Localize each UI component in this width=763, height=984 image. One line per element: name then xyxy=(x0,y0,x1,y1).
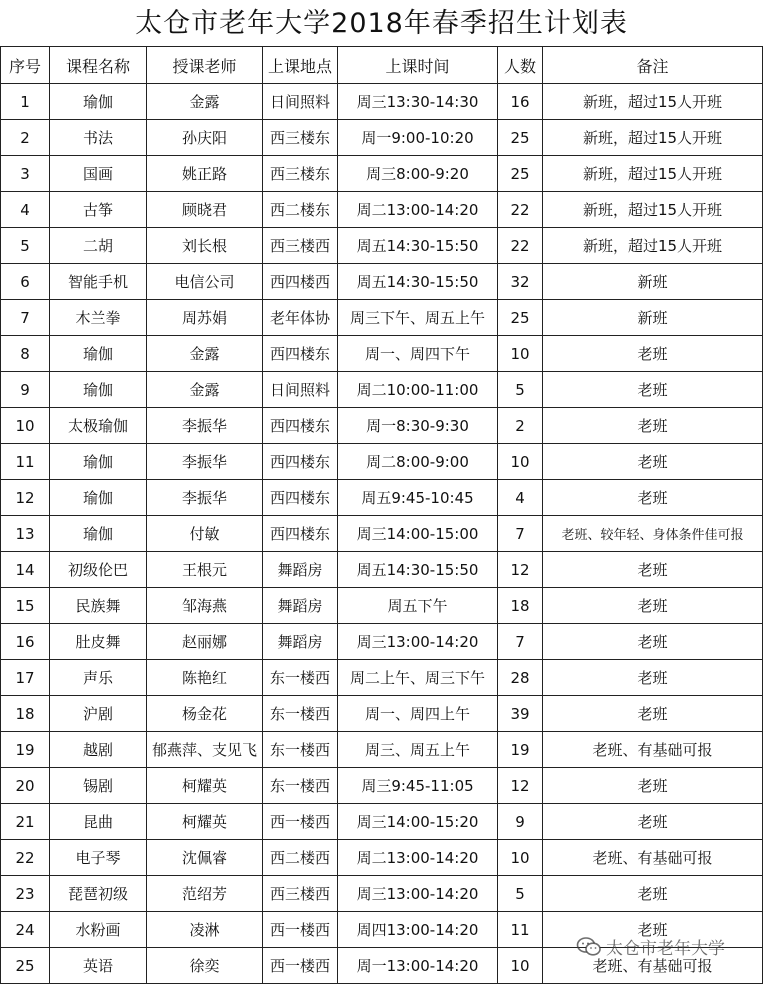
cell-index: 9 xyxy=(1,372,50,408)
cell-remarks: 老班 xyxy=(543,804,763,840)
cell-location: 西二楼东 xyxy=(263,192,338,228)
table-row xyxy=(1,408,763,444)
cell-count: 5 xyxy=(498,372,543,408)
cell-count: 7 xyxy=(498,624,543,660)
cell-count: 25 xyxy=(498,120,543,156)
table-row xyxy=(1,120,763,156)
cell-index: 5 xyxy=(1,228,50,264)
cell-time: 周五9:45-10:45 xyxy=(338,480,498,516)
cell-location: 西三楼东 xyxy=(263,156,338,192)
cell-teacher: 郁燕萍、支见飞 xyxy=(147,732,263,768)
cell-teacher: 柯耀英 xyxy=(147,768,263,804)
table-row xyxy=(1,552,763,588)
header-count: 人数 xyxy=(498,47,543,84)
cell-remarks: 新班 xyxy=(543,300,763,336)
cell-remarks: 老班 xyxy=(543,768,763,804)
cell-time: 周二13:00-14:20 xyxy=(338,192,498,228)
cell-location: 西一楼西 xyxy=(263,804,338,840)
cell-course-name: 昆曲 xyxy=(50,804,147,840)
cell-location: 东一楼西 xyxy=(263,732,338,768)
cell-course-name: 琵琶初级 xyxy=(50,876,147,912)
cell-count: 10 xyxy=(498,336,543,372)
cell-remarks: 老班 xyxy=(543,912,763,948)
cell-remarks: 老班、有基础可报 xyxy=(543,840,763,876)
cell-time: 周三8:00-9:20 xyxy=(338,156,498,192)
cell-course-name: 水粉画 xyxy=(50,912,147,948)
cell-count: 12 xyxy=(498,768,543,804)
cell-remarks: 老班、较年轻、身体条件佳可报 xyxy=(543,516,763,552)
cell-count: 10 xyxy=(498,948,543,984)
cell-remarks: 老班、有基础可报 xyxy=(543,948,763,984)
cell-count: 28 xyxy=(498,660,543,696)
cell-count: 9 xyxy=(498,804,543,840)
cell-location: 西三楼西 xyxy=(263,228,338,264)
cell-time: 周五下午 xyxy=(338,588,498,624)
cell-index: 19 xyxy=(1,732,50,768)
cell-time: 周一、周四下午 xyxy=(338,336,498,372)
cell-teacher: 金露 xyxy=(147,84,263,120)
cell-teacher: 王根元 xyxy=(147,552,263,588)
cell-time: 周三13:30-14:30 xyxy=(338,84,498,120)
table-row xyxy=(1,444,763,480)
cell-remarks: 老班 xyxy=(543,552,763,588)
cell-location: 东一楼西 xyxy=(263,660,338,696)
cell-index: 13 xyxy=(1,516,50,552)
cell-teacher: 沈佩睿 xyxy=(147,840,263,876)
cell-teacher: 周苏娟 xyxy=(147,300,263,336)
cell-remarks: 老班 xyxy=(543,876,763,912)
cell-remarks: 老班 xyxy=(543,444,763,480)
cell-remarks: 老班 xyxy=(543,408,763,444)
cell-remarks: 新班，超过15人开班 xyxy=(543,156,763,192)
cell-location: 西四楼东 xyxy=(263,336,338,372)
table-row xyxy=(1,588,763,624)
cell-teacher: 金露 xyxy=(147,336,263,372)
cell-time: 周五14:30-15:50 xyxy=(338,264,498,300)
cell-time: 周三14:00-15:00 xyxy=(338,516,498,552)
cell-course-name: 沪剧 xyxy=(50,696,147,732)
cell-index: 21 xyxy=(1,804,50,840)
cell-time: 周二10:00-11:00 xyxy=(338,372,498,408)
cell-course-name: 瑜伽 xyxy=(50,480,147,516)
cell-course-name: 智能手机 xyxy=(50,264,147,300)
cell-count: 7 xyxy=(498,516,543,552)
cell-count: 10 xyxy=(498,444,543,480)
cell-time: 周三、周五上午 xyxy=(338,732,498,768)
cell-index: 8 xyxy=(1,336,50,372)
cell-index: 12 xyxy=(1,480,50,516)
cell-time: 周二13:00-14:20 xyxy=(338,840,498,876)
cell-index: 2 xyxy=(1,120,50,156)
cell-course-name: 声乐 xyxy=(50,660,147,696)
cell-location: 舞蹈房 xyxy=(263,552,338,588)
cell-time: 周一13:00-14:20 xyxy=(338,948,498,984)
cell-count: 25 xyxy=(498,156,543,192)
enrollment-table xyxy=(0,46,763,984)
cell-remarks: 新班，超过15人开班 xyxy=(543,192,763,228)
cell-index: 24 xyxy=(1,912,50,948)
cell-remarks: 新班，超过15人开班 xyxy=(543,228,763,264)
table-row xyxy=(1,624,763,660)
cell-count: 22 xyxy=(498,228,543,264)
cell-count: 25 xyxy=(498,300,543,336)
cell-count: 2 xyxy=(498,408,543,444)
table-row xyxy=(1,660,763,696)
cell-teacher: 顾晓君 xyxy=(147,192,263,228)
table-row xyxy=(1,84,763,120)
table-row xyxy=(1,732,763,768)
cell-count: 39 xyxy=(498,696,543,732)
cell-time: 周三13:00-14:20 xyxy=(338,624,498,660)
cell-time: 周二8:00-9:00 xyxy=(338,444,498,480)
cell-count: 12 xyxy=(498,552,543,588)
page-title: 太仓市老年大学2018年春季招生计划表 xyxy=(135,8,628,39)
cell-course-name: 二胡 xyxy=(50,228,147,264)
cell-time: 周一、周四上午 xyxy=(338,696,498,732)
cell-time: 周四13:00-14:20 xyxy=(338,912,498,948)
table-row xyxy=(1,228,763,264)
table-row xyxy=(1,264,763,300)
header-location: 上课地点 xyxy=(263,47,338,84)
cell-location: 东一楼西 xyxy=(263,768,338,804)
cell-index: 11 xyxy=(1,444,50,480)
cell-remarks: 老班、有基础可报 xyxy=(543,732,763,768)
cell-count: 4 xyxy=(498,480,543,516)
cell-teacher: 李振华 xyxy=(147,444,263,480)
table-row xyxy=(1,768,763,804)
cell-teacher: 范绍芳 xyxy=(147,876,263,912)
table-row xyxy=(1,192,763,228)
cell-location: 西二楼西 xyxy=(263,840,338,876)
cell-location: 西四楼东 xyxy=(263,408,338,444)
cell-time: 周三13:00-14:20 xyxy=(338,876,498,912)
cell-remarks: 老班 xyxy=(543,624,763,660)
cell-course-name: 初级伦巴 xyxy=(50,552,147,588)
cell-course-name: 越剧 xyxy=(50,732,147,768)
cell-location: 老年体协 xyxy=(263,300,338,336)
cell-index: 18 xyxy=(1,696,50,732)
cell-remarks: 新班 xyxy=(543,264,763,300)
cell-location: 西四楼东 xyxy=(263,444,338,480)
table-row xyxy=(1,804,763,840)
cell-count: 10 xyxy=(498,840,543,876)
cell-teacher: 姚正路 xyxy=(147,156,263,192)
table-row xyxy=(1,516,763,552)
cell-course-name: 电子琴 xyxy=(50,840,147,876)
cell-time: 周五14:30-15:50 xyxy=(338,228,498,264)
cell-location: 西四楼西 xyxy=(263,264,338,300)
cell-course-name: 瑜伽 xyxy=(50,516,147,552)
table-row xyxy=(1,948,763,984)
table-row xyxy=(1,840,763,876)
cell-teacher: 凌淋 xyxy=(147,912,263,948)
cell-teacher: 电信公司 xyxy=(147,264,263,300)
cell-index: 15 xyxy=(1,588,50,624)
cell-remarks: 老班 xyxy=(543,480,763,516)
cell-time: 周三下午、周五上午 xyxy=(338,300,498,336)
cell-teacher: 陈艳红 xyxy=(147,660,263,696)
table-row xyxy=(1,156,763,192)
cell-remarks: 新班，超过15人开班 xyxy=(543,120,763,156)
cell-index: 10 xyxy=(1,408,50,444)
cell-teacher: 刘长根 xyxy=(147,228,263,264)
cell-index: 14 xyxy=(1,552,50,588)
cell-teacher: 徐奕 xyxy=(147,948,263,984)
cell-index: 16 xyxy=(1,624,50,660)
table-body xyxy=(1,84,763,984)
cell-count: 32 xyxy=(498,264,543,300)
cell-location: 日间照料 xyxy=(263,372,338,408)
cell-course-name: 瑜伽 xyxy=(50,372,147,408)
cell-course-name: 瑜伽 xyxy=(50,444,147,480)
table-header-row xyxy=(1,47,763,84)
cell-course-name: 古筝 xyxy=(50,192,147,228)
cell-remarks: 老班 xyxy=(543,660,763,696)
cell-time: 周三9:45-11:05 xyxy=(338,768,498,804)
cell-index: 4 xyxy=(1,192,50,228)
cell-location: 西三楼东 xyxy=(263,120,338,156)
watermark-text: 太仓市老年大学 xyxy=(606,939,725,959)
cell-location: 西一楼西 xyxy=(263,948,338,984)
cell-time: 周一8:30-9:30 xyxy=(338,408,498,444)
cell-count: 5 xyxy=(498,876,543,912)
cell-course-name: 太极瑜伽 xyxy=(50,408,147,444)
cell-teacher: 孙庆阳 xyxy=(147,120,263,156)
cell-course-name: 民族舞 xyxy=(50,588,147,624)
cell-course-name: 英语 xyxy=(50,948,147,984)
cell-remarks: 老班 xyxy=(543,336,763,372)
cell-course-name: 木兰拳 xyxy=(50,300,147,336)
cell-teacher: 李振华 xyxy=(147,408,263,444)
cell-index: 20 xyxy=(1,768,50,804)
cell-location: 西一楼西 xyxy=(263,912,338,948)
cell-location: 西四楼东 xyxy=(263,516,338,552)
cell-course-name: 书法 xyxy=(50,120,147,156)
cell-remarks: 新班，超过15人开班 xyxy=(543,84,763,120)
cell-count: 18 xyxy=(498,588,543,624)
cell-location: 西三楼西 xyxy=(263,876,338,912)
header-teacher: 授课老师 xyxy=(147,47,263,84)
cell-time: 周三14:00-15:20 xyxy=(338,804,498,840)
header-course-name: 课程名称 xyxy=(50,47,147,84)
table-row xyxy=(1,876,763,912)
cell-count: 11 xyxy=(498,912,543,948)
cell-remarks: 老班 xyxy=(543,372,763,408)
table-row xyxy=(1,480,763,516)
header-remarks: 备注 xyxy=(543,47,763,84)
cell-course-name: 锡剧 xyxy=(50,768,147,804)
cell-teacher: 赵丽娜 xyxy=(147,624,263,660)
cell-teacher: 李振华 xyxy=(147,480,263,516)
cell-teacher: 金露 xyxy=(147,372,263,408)
cell-index: 1 xyxy=(1,84,50,120)
cell-remarks: 老班 xyxy=(543,696,763,732)
cell-count: 16 xyxy=(498,84,543,120)
cell-teacher: 杨金花 xyxy=(147,696,263,732)
cell-index: 23 xyxy=(1,876,50,912)
cell-time: 周二上午、周三下午 xyxy=(338,660,498,696)
cell-time: 周一9:00-10:20 xyxy=(338,120,498,156)
cell-index: 22 xyxy=(1,840,50,876)
cell-index: 17 xyxy=(1,660,50,696)
cell-index: 6 xyxy=(1,264,50,300)
cell-index: 25 xyxy=(1,948,50,984)
table-row xyxy=(1,696,763,732)
cell-location: 西四楼东 xyxy=(263,480,338,516)
cell-course-name: 瑜伽 xyxy=(50,336,147,372)
header-index: 序号 xyxy=(1,47,50,84)
cell-index: 7 xyxy=(1,300,50,336)
cell-location: 东一楼西 xyxy=(263,696,338,732)
cell-time: 周五14:30-15:50 xyxy=(338,552,498,588)
cell-teacher: 邹海燕 xyxy=(147,588,263,624)
cell-location: 舞蹈房 xyxy=(263,588,338,624)
cell-remarks: 老班 xyxy=(543,588,763,624)
cell-course-name: 国画 xyxy=(50,156,147,192)
cell-course-name: 瑜伽 xyxy=(50,84,147,120)
table-row xyxy=(1,300,763,336)
table-row xyxy=(1,912,763,948)
cell-location: 日间照料 xyxy=(263,84,338,120)
cell-count: 19 xyxy=(498,732,543,768)
cell-count: 22 xyxy=(498,192,543,228)
cell-teacher: 付敏 xyxy=(147,516,263,552)
cell-location: 舞蹈房 xyxy=(263,624,338,660)
cell-teacher: 柯耀英 xyxy=(147,804,263,840)
table-row xyxy=(1,336,763,372)
header-time: 上课时间 xyxy=(338,47,498,84)
table-row xyxy=(1,372,763,408)
cell-index: 3 xyxy=(1,156,50,192)
cell-course-name: 肚皮舞 xyxy=(50,624,147,660)
